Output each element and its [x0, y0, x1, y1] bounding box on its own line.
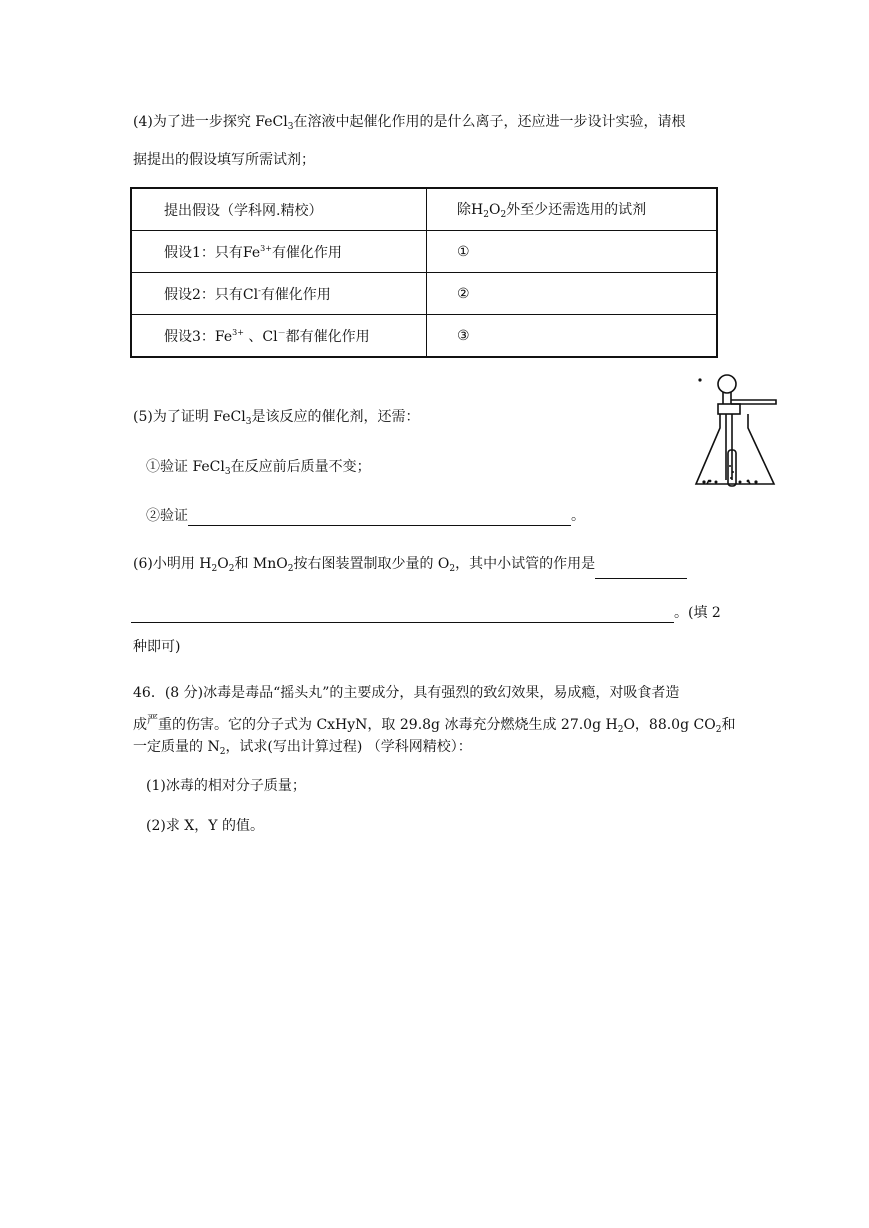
hypothesis-1 [131, 231, 427, 273]
subscript: 2 [219, 747, 226, 757]
q46-text: 严 [147, 713, 158, 726]
table-header-row [131, 188, 717, 231]
q6-text: 。(填 2 [674, 605, 721, 621]
table-header-hypothesis: 提出假设（学科网.精校） [131, 188, 427, 231]
answer-blank[interactable] [188, 509, 571, 526]
table-row [131, 273, 717, 315]
q6-line3: 种即可) [133, 639, 181, 655]
q46-text: 成 [133, 717, 147, 733]
hypothesis-text: 有催化作用 [260, 286, 331, 303]
q4-text: (4)为了进一步探究 FeCl [133, 114, 288, 130]
answer-blank[interactable] [595, 562, 687, 579]
q6-text: 和 MnO [234, 556, 288, 572]
q5-text: (5)为了证明 FeCl [133, 409, 246, 425]
header-text: 外至少还需选用的试剂 [506, 202, 647, 218]
subscript: 2 [617, 725, 624, 735]
header-text: O [488, 202, 501, 218]
answer-cell-3[interactable]: ③ [427, 315, 718, 358]
superscript: － [277, 327, 286, 337]
q46-part-1: (1)冰毒的相对分子质量； [146, 778, 306, 794]
q46-text: 一定质量的 N [133, 739, 220, 755]
q46-line1: 46．(8 分)冰毒是毒品“摇头丸”的主要成分，具有强烈的致幻效果，易成瘾，对吸食者造 [133, 685, 680, 701]
hypothesis-text: 有催化作用 [271, 244, 342, 261]
q4-text: 在溶液中起催化作用的是什么离子，还应进一步设计实验，请根 [293, 114, 686, 130]
q4-line2: 据提出的假设填写所需试剂； [133, 152, 315, 168]
subscript: 2 [483, 210, 489, 220]
hypothesis-3 [131, 315, 427, 358]
hypothesis-text: 、Cl [243, 328, 278, 345]
q5-text: ②验证 [146, 508, 188, 524]
subscript: 3 [287, 122, 294, 132]
subscript: 3 [224, 467, 231, 477]
table-header-reagent [427, 188, 718, 231]
subscript: 2 [449, 564, 456, 574]
q4-line1 [133, 112, 685, 137]
hypothesis-2 [131, 273, 427, 315]
subscript: 2 [500, 210, 507, 220]
q6-text: 按右图装置制取少量的 O [293, 556, 450, 572]
hypothesis-text: 都有催化作用 [285, 328, 370, 345]
subscript: 3 [245, 417, 252, 427]
superscript: 3+ [260, 243, 272, 253]
q46-line2 [133, 710, 735, 740]
table-row [131, 315, 717, 358]
q6-text: ，其中小试管的作用是 [455, 556, 596, 572]
subscript: 2 [287, 564, 294, 574]
q46-text: 和 [721, 717, 736, 733]
q5-text: 。 [571, 508, 585, 524]
q46-part-2: (2)求 X，Y 的值。 [146, 818, 264, 834]
superscript: 3+ [232, 327, 244, 337]
q46-line3 [133, 737, 472, 762]
subscript: 2 [211, 564, 218, 574]
erlenmeyer-flask-with-test-tube-icon [690, 370, 780, 492]
hypothesis-text: 假设3：Fe [164, 328, 233, 345]
subscript: 2 [228, 564, 235, 574]
answer-cell-2[interactable]: ② [427, 273, 718, 315]
superscript: - [258, 285, 261, 295]
hypothesis-text: 假设2：只有Cl [164, 286, 259, 303]
q46-text: ，试求(写出计算过程) （学科网精校）： [225, 739, 472, 755]
q46-text: O，88.0g CO [623, 717, 716, 733]
hypothesis-table [130, 187, 718, 358]
q5-item-1 [146, 457, 371, 482]
answer-blank[interactable] [131, 606, 674, 623]
q5-text: 是该反应的催化剂，还需： [251, 409, 420, 425]
q6-line1 [133, 554, 687, 579]
q5-item-2 [146, 506, 585, 526]
hypothesis-text: 假设1：只有Fe [164, 244, 261, 261]
q6-text: (6)小明用 H [133, 556, 212, 572]
q6-text: O [217, 556, 229, 572]
q5-text: ①验证 FeCl [146, 459, 225, 475]
answer-cell-1[interactable]: ① [427, 231, 718, 273]
q5-text: 在反应前后质量不变； [230, 459, 371, 475]
table-row [131, 231, 717, 273]
q6-line2 [131, 603, 721, 623]
header-text: 除H [457, 202, 484, 218]
q46-text: 重的伤害。它的分子式为 CxHyN，取 29.8g 冰毒充分燃烧生成 27.0g H [158, 717, 618, 733]
q5-line [133, 407, 419, 432]
subscript: 2 [715, 725, 722, 735]
